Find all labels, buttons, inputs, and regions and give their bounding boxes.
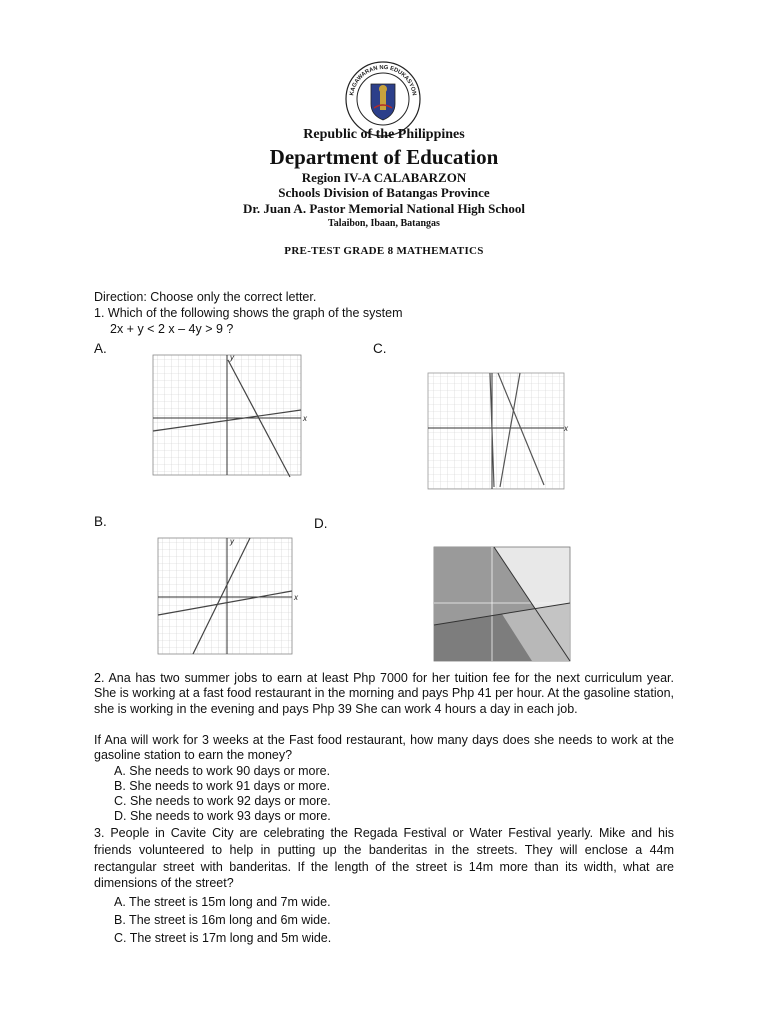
option-d-label: D. <box>314 516 328 531</box>
question-3-option-a: A. The street is 15m long and 7m wide. <box>114 895 331 909</box>
test-title: PRE-TEST GRADE 8 MATHEMATICS <box>284 245 484 257</box>
division-heading: Schools Division of Batangas Province <box>278 185 490 200</box>
address-heading: Talaibon, Ibaan, Batangas <box>328 218 440 229</box>
region-heading: Region IV-A CALABARZON <box>301 170 467 185</box>
question-2-option-c: C. She needs to work 92 days or more. <box>114 794 331 808</box>
question-2-paragraph-1: 2. Ana has two summer jobs to earn at least Php 7000 for her tuition fee for the next curriculum year. She is working at a fast food restaurant in the morning and pays Php 41 per hour. At the gasoline station, she is working in the evening and pays Php 39 She can work 4 hours a day in each job. <box>94 671 674 716</box>
question-3-paragraph: 3. People in Cavite City are celebrating the Regada Festival or Water Festival yearly. Mike and his friends volunteered to help in putting up the banderitas in the streets. They will enclose a 44m rectangular street with banderitas. If the length of the street is 14m more than its width, what are dimensions of the street? <box>94 826 674 891</box>
graph-option-c <box>426 369 572 493</box>
graph-c-x-label: x <box>564 424 568 433</box>
option-c-label: C. <box>373 341 387 356</box>
question-2-option-d: D. She needs to work 93 days or more. <box>114 809 331 823</box>
graph-b-y-label: y <box>230 537 234 546</box>
school-heading: Dr. Juan A. Pastor Memorial National High School <box>242 201 526 216</box>
graph-b-x-label: x <box>294 593 298 602</box>
svg-text:KAGAWARAN NG EDUKASYON: KAGAWARAN NG EDUKASYON <box>349 64 417 97</box>
question-2-option-b: B. She needs to work 91 days or more. <box>114 779 331 793</box>
question-2-option-a: A. She needs to work 90 days or more. <box>114 764 331 778</box>
graph-option-d <box>432 545 572 663</box>
question-3-option-b: B. The street is 16m long and 6m wide. <box>114 913 331 927</box>
department-heading: Department of Education <box>269 145 499 169</box>
question-3-option-c: C. The street is 17m long and 5m wide. <box>114 931 332 945</box>
graph-a-x-label: x <box>303 414 307 423</box>
option-a-label: A. <box>94 341 107 356</box>
graph-option-b <box>155 535 303 657</box>
question-2-paragraph-2: If Ana will work for 3 weeks at the Fast food restaurant, how many days does she needs to work at the gasoline station to earn the money? <box>94 733 674 763</box>
question-1-text: 1. Which of the following shows the graph of the system <box>94 306 403 320</box>
republic-heading: Republic of the Philippines <box>303 127 465 142</box>
graph-option-a <box>150 352 312 480</box>
graph-a-y-label: y <box>230 353 234 362</box>
direction-text: Direction: Choose only the correct letter. <box>94 290 317 304</box>
option-b-label: B. <box>94 514 107 529</box>
question-1-system: 2x + y < 2 x – 4y > 9 ? <box>110 322 234 336</box>
